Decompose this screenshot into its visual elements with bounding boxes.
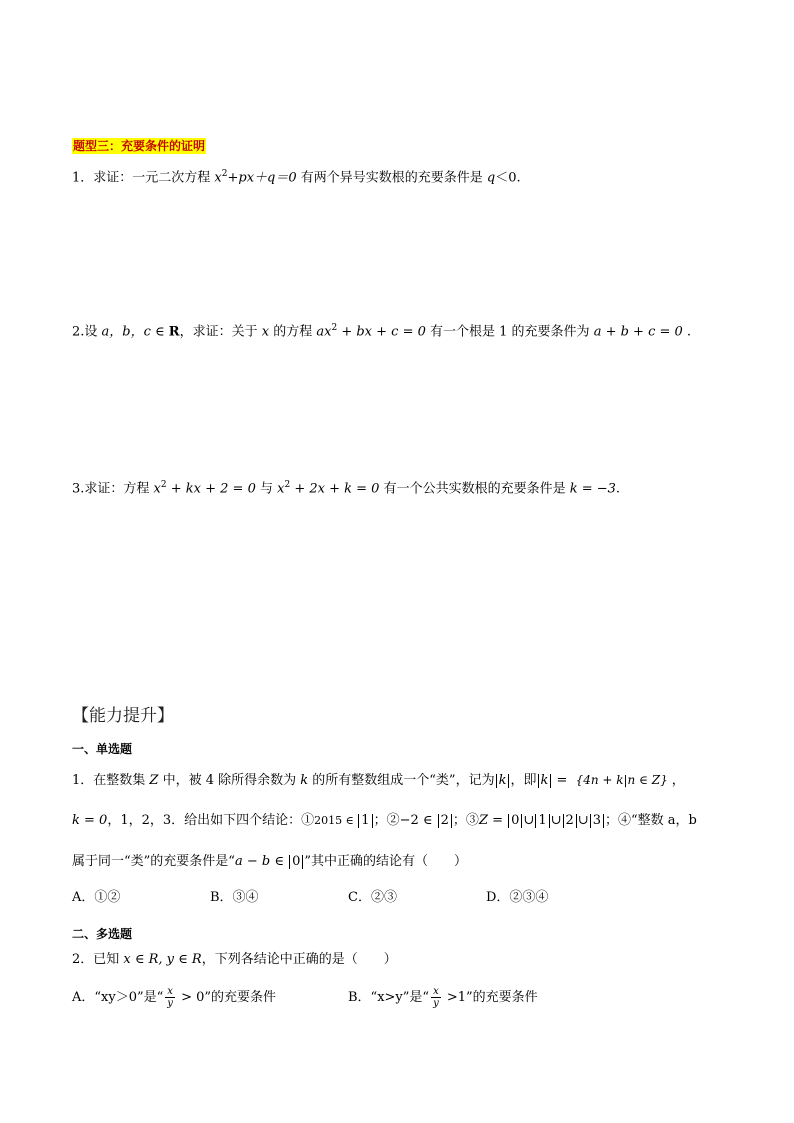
q1-math: −2 ∈ [399, 813, 437, 828]
problem-1 [72, 164, 521, 188]
q1-math: 3 [590, 814, 604, 828]
q1-option-c[interactable]: C．②③ [348, 890, 397, 905]
problem-1-math: x [214, 170, 222, 186]
q1-math: k [300, 773, 309, 788]
problem-2-math: ∈ [150, 324, 169, 340]
q1-math: = [552, 773, 572, 788]
problem-1-text: 有两个异号实数根的充要条件是 [296, 170, 487, 186]
q2-option-a[interactable] [72, 986, 276, 1009]
problem-2-text: 的方程 [269, 324, 317, 340]
q1-option-b[interactable]: B．③④ [210, 890, 259, 905]
problem-3-text: . [615, 481, 621, 497]
q1-text: ”其中正确的结论有（ ） [304, 854, 468, 869]
section-single-choice: 一、单选题 [72, 742, 133, 756]
q2-text: ，下列各结论中正确的是（ ） [201, 952, 397, 967]
q1-line-2 [72, 811, 697, 831]
problem-3 [72, 475, 620, 499]
q1-math: 1 [358, 814, 372, 828]
q2-option-text: B．“x>y”是“ [348, 990, 430, 1005]
problem-2-math: a + b + c = 0 [593, 324, 683, 340]
problem-3-text: 3.求证：方程 [72, 481, 154, 497]
q2-math: x ∈ R, y ∈ R [123, 952, 202, 967]
problem-2-math: R [168, 324, 180, 340]
q1-line-1 [72, 770, 685, 791]
problem-1-math: q [486, 170, 496, 186]
problem-2-text: 2.设 [72, 324, 102, 340]
problem-2-math: x [261, 324, 270, 340]
q1-math: k [496, 774, 510, 788]
problem-3-math: k = −3 [569, 481, 616, 497]
problem-2-math: a，b，c [101, 324, 151, 340]
fraction-numerator: x [431, 986, 441, 998]
q1-text: 中，被 4 除所得余数为 [158, 773, 301, 788]
q1-math: 1 [535, 814, 549, 828]
q1-math: 2 [438, 814, 452, 828]
q2-option-b[interactable] [348, 986, 538, 1009]
q1-text: ；② [373, 813, 400, 828]
q1-math: 2 [563, 814, 577, 828]
q1-text: ， [671, 773, 685, 788]
q1-math: Z [149, 773, 159, 788]
q1-math: k [538, 774, 552, 788]
q1-text: ，1，2，3．给出如下四个结论：① [107, 813, 315, 828]
q1-math: 2015 ∈ [314, 814, 358, 827]
problem-2-sup: 2 [331, 323, 338, 333]
q2-option-text: >1”的充要条件 [442, 990, 538, 1005]
q1-math: k = 0 [72, 813, 108, 828]
problem-3-math: + kx + 2 = 0 [166, 481, 256, 497]
fraction [165, 986, 175, 1009]
q1-math: 0 [289, 855, 303, 869]
q1-math: ∪ [550, 813, 562, 828]
problem-1-sup: 2 [221, 169, 228, 179]
q1-text: ；④“整数 a，b [604, 813, 697, 828]
problem-3-sup: 2 [284, 480, 291, 490]
section-multiple-choice: 二、多选题 [72, 927, 133, 941]
problem-3-math: + 2x + k = 0 [290, 481, 380, 497]
q2-option-text: > 0”的充要条件 [176, 990, 277, 1005]
fraction-denominator: y [167, 998, 173, 1009]
q1-math: Z = [478, 813, 508, 828]
q2-stem [72, 950, 397, 970]
problem-2-text: ，求证：关于 [179, 324, 262, 340]
q2-option-text: A．“xy＞0”是“ [72, 990, 164, 1005]
problem-2-text: . [682, 324, 692, 340]
problem-3-math: x [153, 481, 161, 497]
problem-3-sup: 2 [160, 480, 167, 490]
problem-3-math: x [277, 481, 285, 497]
q1-text: ；③ [452, 813, 479, 828]
problem-1-text: 1．求证：一元二次方程 [72, 170, 215, 186]
q1-math: ∪ [577, 813, 589, 828]
question-type-heading: 题型三：充要条件的证明 [73, 139, 206, 153]
q1-text: 的所有整数组成一个“类”，记为 [308, 773, 495, 788]
q2-text: 2．已知 [72, 952, 124, 967]
q1-line-3 [72, 852, 467, 872]
q1-option-d[interactable]: D．②③④ [486, 890, 549, 905]
q1-text: 1．在整数集 [72, 773, 150, 788]
problem-3-text: 与 [255, 481, 278, 497]
fraction-numerator: x [165, 986, 175, 998]
problem-2 [72, 318, 691, 342]
problem-1-math: +px＋q＝0 [227, 170, 297, 186]
problem-2-text: 有一个根是 1 的充要条件为 [425, 324, 594, 340]
q1-option-a[interactable]: A．①② [72, 890, 121, 905]
fraction-denominator: y [433, 998, 439, 1009]
section-title: 【能力提升】 [72, 706, 174, 726]
problem-1-text: ＜0. [495, 170, 521, 186]
q1-math: ∪ [523, 813, 535, 828]
problem-2-math: + bx + c = 0 [337, 324, 426, 340]
problem-3-text: 有一个公共实数根的充要条件是 [379, 481, 570, 497]
q1-text: 属于同一“类”的充要条件是“ [72, 854, 235, 869]
fraction [431, 986, 441, 1009]
q1-math: 0 [508, 814, 522, 828]
q1-text: ，即 [510, 773, 537, 788]
q1-math: a − b ∈ [234, 854, 289, 869]
q1-math: {4n + k|n ∈ Z} [575, 773, 668, 787]
problem-2-math: ax [316, 324, 332, 340]
